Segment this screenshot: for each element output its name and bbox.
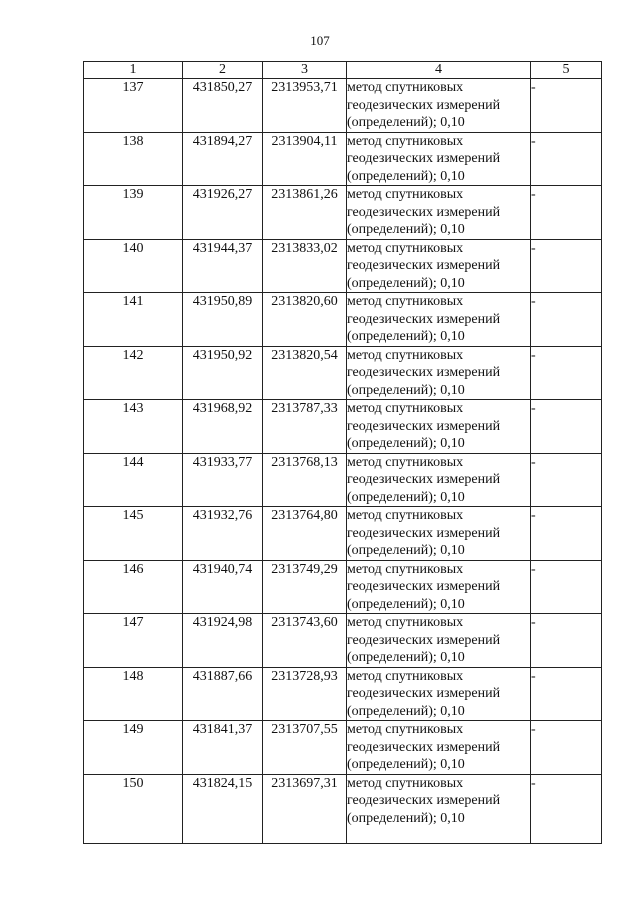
method-cell: метод спутниковых геодезических измерений (определений); 0,10 [347,239,531,293]
note-cell: - [531,400,602,454]
table-row [84,774,602,843]
table-row [84,453,602,507]
y-coordinate-cell: 2313904,11 [263,132,347,186]
method-cell: метод спутниковых геодезических измерений (определений); 0,10 [347,774,531,843]
header-col-5: 5 [531,62,602,79]
x-coordinate-cell: 431932,76 [183,507,263,561]
coordinates-table [83,61,602,844]
x-coordinate-cell: 431940,74 [183,560,263,614]
table-row [84,614,602,668]
y-coordinate-cell: 2313764,80 [263,507,347,561]
header-col-2: 2 [183,62,263,79]
y-coordinate-cell: 2313787,33 [263,400,347,454]
x-coordinate-cell: 431950,89 [183,293,263,347]
note-cell: - [531,346,602,400]
y-coordinate-cell: 2313820,60 [263,293,347,347]
y-coordinate-cell: 2313833,02 [263,239,347,293]
point-number-cell: 142 [84,346,183,400]
point-number-cell: 148 [84,667,183,721]
method-cell: метод спутниковых геодезических измерений (определений); 0,10 [347,507,531,561]
table-row [84,346,602,400]
y-coordinate-cell: 2313861,26 [263,186,347,240]
table-header-row [84,62,602,79]
x-coordinate-cell: 431824,15 [183,774,263,843]
point-number-cell: 144 [84,453,183,507]
point-number-cell: 146 [84,560,183,614]
x-coordinate-cell: 431944,37 [183,239,263,293]
table-row [84,293,602,347]
method-cell: метод спутниковых геодезических измерений (определений); 0,10 [347,667,531,721]
y-coordinate-cell: 2313953,71 [263,79,347,133]
point-number-cell: 137 [84,79,183,133]
table-row [84,186,602,240]
note-cell: - [531,453,602,507]
method-cell: метод спутниковых геодезических измерений (определений); 0,10 [347,186,531,240]
point-number-cell: 149 [84,721,183,775]
table-row [84,560,602,614]
note-cell: - [531,614,602,668]
x-coordinate-cell: 431926,27 [183,186,263,240]
method-cell: метод спутниковых геодезических измерений (определений); 0,10 [347,346,531,400]
point-number-cell: 140 [84,239,183,293]
table-row [84,667,602,721]
y-coordinate-cell: 2313707,55 [263,721,347,775]
point-number-cell: 150 [84,774,183,843]
method-cell: метод спутниковых геодезических измерений (определений); 0,10 [347,453,531,507]
table-row [84,400,602,454]
x-coordinate-cell: 431841,37 [183,721,263,775]
point-number-cell: 143 [84,400,183,454]
x-coordinate-cell: 431933,77 [183,453,263,507]
y-coordinate-cell: 2313820,54 [263,346,347,400]
point-number-cell: 145 [84,507,183,561]
note-cell: - [531,293,602,347]
point-number-cell: 139 [84,186,183,240]
y-coordinate-cell: 2313749,29 [263,560,347,614]
table-row [84,507,602,561]
point-number-cell: 138 [84,132,183,186]
method-cell: метод спутниковых геодезических измерений (определений); 0,10 [347,614,531,668]
note-cell: - [531,239,602,293]
x-coordinate-cell: 431968,92 [183,400,263,454]
x-coordinate-cell: 431850,27 [183,79,263,133]
method-cell: метод спутниковых геодезических измерений (определений); 0,10 [347,560,531,614]
page-number: 107 [310,33,330,48]
table-row [84,132,602,186]
x-coordinate-cell: 431924,98 [183,614,263,668]
method-cell: метод спутниковых геодезических измерений (определений); 0,10 [347,293,531,347]
x-coordinate-cell: 431894,27 [183,132,263,186]
y-coordinate-cell: 2313728,93 [263,667,347,721]
note-cell: - [531,507,602,561]
y-coordinate-cell: 2313768,13 [263,453,347,507]
point-number-cell: 141 [84,293,183,347]
y-coordinate-cell: 2313697,31 [263,774,347,843]
note-cell: - [531,721,602,775]
method-cell: метод спутниковых геодезических измерений (определений); 0,10 [347,721,531,775]
note-cell: - [531,132,602,186]
note-cell: - [531,667,602,721]
x-coordinate-cell: 431950,92 [183,346,263,400]
point-number-cell: 147 [84,614,183,668]
y-coordinate-cell: 2313743,60 [263,614,347,668]
note-cell: - [531,560,602,614]
table-row [84,721,602,775]
table-body [84,79,602,844]
note-cell: - [531,79,602,133]
header-col-4: 4 [347,62,531,79]
table-row [84,79,602,133]
table-row [84,239,602,293]
header-col-1: 1 [84,62,183,79]
method-cell: метод спутниковых геодезических измерений (определений); 0,10 [347,79,531,133]
note-cell: - [531,186,602,240]
header-col-3: 3 [263,62,347,79]
note-cell: - [531,774,602,843]
method-cell: метод спутниковых геодезических измерений (определений); 0,10 [347,132,531,186]
method-cell: метод спутниковых геодезических измерений (определений); 0,10 [347,400,531,454]
x-coordinate-cell: 431887,66 [183,667,263,721]
